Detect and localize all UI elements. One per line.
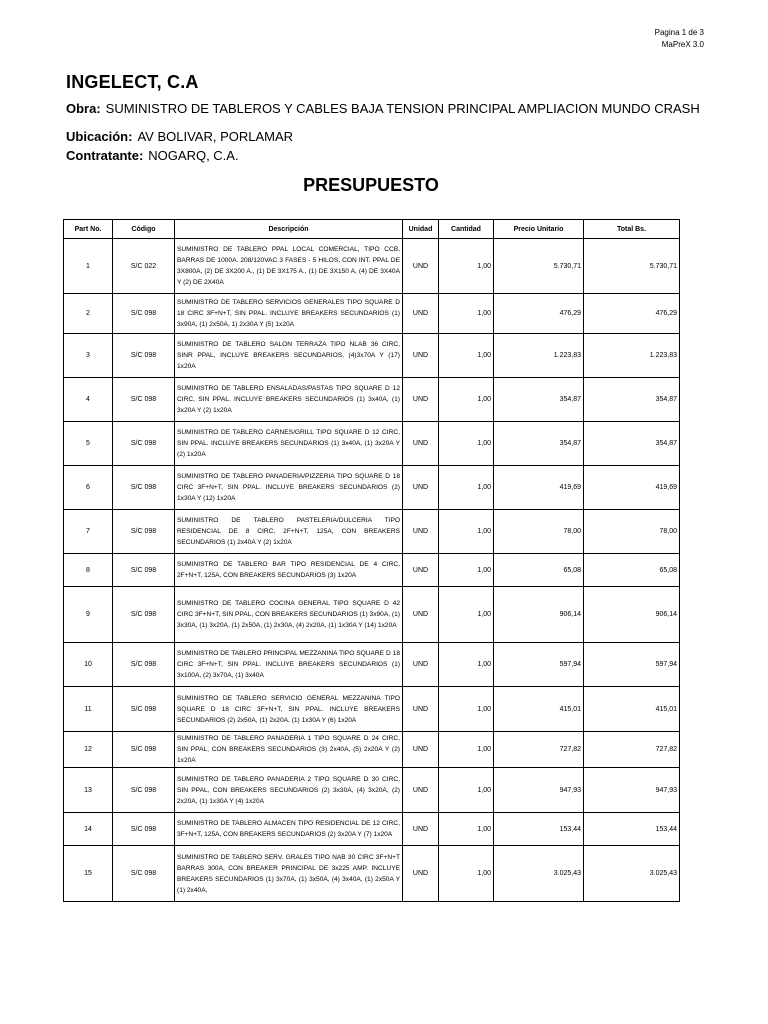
cell-cantidad: 1,00	[439, 378, 494, 422]
cell-precio-unitario: 354,87	[494, 422, 584, 466]
table-row	[64, 846, 680, 902]
cell-part-no: 13	[64, 768, 113, 813]
cell-descripcion: SUMINISTRO DE TABLERO BAR TIPO RESIDENCIAL DE 4 CIRC, 2F+N+T, 125A, CON BREAKERS SECUNDARIOS (3) 1x20A	[175, 554, 403, 587]
cell-total: 65,08	[584, 554, 680, 587]
cell-part-no: 11	[64, 687, 113, 732]
cell-cantidad: 1,00	[439, 554, 494, 587]
cell-codigo: S/C 098	[113, 813, 175, 846]
cell-part-no: 14	[64, 813, 113, 846]
cell-descripcion: SUMINISTRO DE TABLERO SERVICIOS GENERALES TIPO SQUARE D 18 CIRC 3F+N+T, SIN PPAL. INCLUYE BREAKERS SECUNDARIOS (1) 3x90A, (1) 2x50A, 1) 2x30A Y (5) 1x20A	[175, 294, 403, 334]
cell-total: 354,87	[584, 378, 680, 422]
cell-codigo: S/C 022	[113, 239, 175, 294]
cell-total: 3.025,43	[584, 846, 680, 902]
table-row	[64, 378, 680, 422]
ubicacion-label: Ubicación:	[66, 129, 133, 144]
cell-part-no: 6	[64, 466, 113, 510]
cell-descripcion: SUMINISTRO DE TABLERO SERV. GRALES TIPO NAB 30 CIRC 3F+N+T BARRAS 300A, CON BREAKER PRINCIPAL DE 3x225 AMP. INCLUYE BREAKERS SECUNDARIOS (1) 3x70A, (1) 3x50A, (4) 3x40A, (1) 2x50A Y (1) 2x40A,	[175, 846, 403, 902]
cell-codigo: S/C 098	[113, 378, 175, 422]
cell-cantidad: 1,00	[439, 732, 494, 768]
table-header-row	[64, 220, 680, 239]
header-descripcion: Descripción	[175, 220, 403, 239]
cell-codigo: S/C 098	[113, 334, 175, 378]
cell-part-no: 15	[64, 846, 113, 902]
table-row	[64, 732, 680, 768]
cell-part-no: 3	[64, 334, 113, 378]
cell-cantidad: 1,00	[439, 846, 494, 902]
contratante-value: NOGARQ, C.A.	[148, 148, 239, 163]
obra-line	[66, 101, 700, 116]
cell-total: 597,94	[584, 643, 680, 687]
cell-unidad: UND	[403, 768, 439, 813]
cell-unidad: UND	[403, 643, 439, 687]
budget-table	[63, 219, 680, 902]
cell-codigo: S/C 098	[113, 510, 175, 554]
cell-cantidad: 1,00	[439, 813, 494, 846]
cell-total: 415,01	[584, 687, 680, 732]
table-row	[64, 422, 680, 466]
table-row	[64, 554, 680, 587]
cell-precio-unitario: 419,69	[494, 466, 584, 510]
header-codigo: Código	[113, 220, 175, 239]
cell-descripcion: SUMINISTRO DE TABLERO SERVICIO GENERAL MEZZANINA TIPO SQUARE D 18 CIRC 3F+N+T, SIN PPAL. INCLUYE BREAKERS SECUNDARIOS (2) 2x50A, (1) 2x20A, (1) 1x30A Y (6) 1x20A	[175, 687, 403, 732]
cell-total: 354,87	[584, 422, 680, 466]
cell-precio-unitario: 727,82	[494, 732, 584, 768]
cell-precio-unitario: 947,93	[494, 768, 584, 813]
cell-codigo: S/C 098	[113, 294, 175, 334]
cell-precio-unitario: 354,87	[494, 378, 584, 422]
cell-total: 947,93	[584, 768, 680, 813]
cell-precio-unitario: 5.730,71	[494, 239, 584, 294]
cell-precio-unitario: 597,94	[494, 643, 584, 687]
cell-codigo: S/C 098	[113, 687, 175, 732]
cell-unidad: UND	[403, 294, 439, 334]
cell-part-no: 7	[64, 510, 113, 554]
header-total: Total Bs.	[584, 220, 680, 239]
page-meta	[655, 27, 704, 51]
page-title: PRESUPUESTO	[303, 175, 439, 195]
company-name: INGELECT, C.A	[66, 72, 199, 92]
cell-descripcion: SUMINISTRO DE TABLERO CARNES/GRILL TIPO SQUARE D 12 CIRC, SIN PPAL. INCLUYE BREAKERS SECUNDARIOS (1) 3x40A, (1) 3x20A Y (2) 1x20A	[175, 422, 403, 466]
cell-descripcion: SUMINISTRO DE TABLERO ENSALADAS/PASTAS TIPO SQUARE D 12 CIRC, SIN PPAL. INCLUYE BREAKERS SECUNDARIOS (1) 3x40A, (1) 3x20A Y (2) 1x20A	[175, 378, 403, 422]
cell-unidad: UND	[403, 334, 439, 378]
cell-unidad: UND	[403, 687, 439, 732]
cell-cantidad: 1,00	[439, 643, 494, 687]
cell-cantidad: 1,00	[439, 510, 494, 554]
table-row	[64, 643, 680, 687]
table-row	[64, 466, 680, 510]
cell-unidad: UND	[403, 846, 439, 902]
header-unidad: Unidad	[403, 220, 439, 239]
cell-part-no: 10	[64, 643, 113, 687]
cell-descripcion: SUMINISTRO DE TABLERO PANADERIA 2 TIPO SQUARE D 30 CIRC, SIN PPAL, CON BREAKERS SECUNDARIOS (2) 3x30A, (4) 3x20A, (2) 2x20A, (1) 1x30A Y (4) 1x20A	[175, 768, 403, 813]
header-part-no: Part No.	[64, 220, 113, 239]
ubicacion-line	[66, 129, 293, 144]
header-cantidad: Cantidad	[439, 220, 494, 239]
cell-codigo: S/C 098	[113, 768, 175, 813]
cell-unidad: UND	[403, 510, 439, 554]
cell-part-no: 12	[64, 732, 113, 768]
cell-unidad: UND	[403, 813, 439, 846]
table-row	[64, 334, 680, 378]
cell-total: 906,14	[584, 587, 680, 643]
cell-descripcion: SUMINISTRO DE TABLERO PASTELERIA/DULCERIA TIPO RESIDENCIAL DE 8 CIRC, 2F+N+T, 125A, CON BREAKERS SECUNDARIOS (1) 2x40A Y (2) 1x20A	[175, 510, 403, 554]
cell-precio-unitario: 3.025,43	[494, 846, 584, 902]
cell-total: 1.223,83	[584, 334, 680, 378]
cell-unidad: UND	[403, 239, 439, 294]
cell-precio-unitario: 415,01	[494, 687, 584, 732]
cell-precio-unitario: 65,08	[494, 554, 584, 587]
cell-cantidad: 1,00	[439, 334, 494, 378]
cell-codigo: S/C 098	[113, 846, 175, 902]
cell-total: 153,44	[584, 813, 680, 846]
cell-total: 78,00	[584, 510, 680, 554]
cell-part-no: 1	[64, 239, 113, 294]
cell-precio-unitario: 906,14	[494, 587, 584, 643]
cell-codigo: S/C 098	[113, 587, 175, 643]
table-row	[64, 510, 680, 554]
cell-total: 5.730,71	[584, 239, 680, 294]
table-row	[64, 813, 680, 846]
cell-precio-unitario: 476,29	[494, 294, 584, 334]
cell-descripcion: SUMINISTRO DE TABLERO COCINA GENERAL TIPO SQUARE D 42 CIRC 3F+N+T, SIN PPAL, CON BREAKERS SECUNDARIOS (1) 3x90A, (1) 3x30A, (1) 3x20A, (1) 2x50A, (1) 2x30A, (4) 2x20A, (1) 1x30A Y (14) 1x20A	[175, 587, 403, 643]
cell-total: 727,82	[584, 732, 680, 768]
cell-unidad: UND	[403, 422, 439, 466]
cell-cantidad: 1,00	[439, 239, 494, 294]
cell-codigo: S/C 098	[113, 643, 175, 687]
cell-part-no: 2	[64, 294, 113, 334]
cell-precio-unitario: 153,44	[494, 813, 584, 846]
cell-part-no: 9	[64, 587, 113, 643]
cell-codigo: S/C 098	[113, 422, 175, 466]
cell-unidad: UND	[403, 466, 439, 510]
cell-part-no: 8	[64, 554, 113, 587]
cell-descripcion: SUMINISTRO DE TABLERO SALON TERRAZA TIPO NLAB 36 CIRC, SINR PPAL, INCLUYE BREAKERS SECUNDARIOS, (4)3x70A Y (17) 1x20A	[175, 334, 403, 378]
page-number: Pagina 1 de 3	[654, 28, 704, 37]
cell-codigo: S/C 098	[113, 554, 175, 587]
table-row	[64, 687, 680, 732]
cell-unidad: UND	[403, 554, 439, 587]
cell-cantidad: 1,00	[439, 768, 494, 813]
cell-unidad: UND	[403, 378, 439, 422]
cell-total: 419,69	[584, 466, 680, 510]
cell-codigo: S/C 098	[113, 466, 175, 510]
cell-cantidad: 1,00	[439, 687, 494, 732]
cell-descripcion: SUMINISTRO DE TABLERO PRINCIPAL MEZZANINA TIPO SQUARE D 18 CIRC 3F+N+T, SIN PPAL. INCLUYE BREAKERS SECUNDARIOS (1) 3x100A, (2) 3x70A, (1) 3x40A	[175, 643, 403, 687]
cell-precio-unitario: 78,00	[494, 510, 584, 554]
cell-unidad: UND	[403, 732, 439, 768]
obra-value: SUMINISTRO DE TABLEROS Y CABLES BAJA TENSION PRINCIPAL AMPLIACION MUNDO CRASH	[105, 101, 700, 116]
obra-label: Obra:	[66, 101, 101, 116]
table-row	[64, 587, 680, 643]
contratante-label: Contratante:	[66, 148, 144, 163]
cell-part-no: 5	[64, 422, 113, 466]
cell-cantidad: 1,00	[439, 466, 494, 510]
cell-descripcion: SUMINISTRO DE TABLERO PANADERIA/PIZZERIA TIPO SQUARE D 18 CIRC 3F+N+T, SIN PPAL. INCLUYE BREAKERS SECUNDARIOS (2) 1x30A Y (12) 1x20A	[175, 466, 403, 510]
cell-descripcion: SUMINISTRO DE TABLERO ALMACEN TIPO RESIDENCIAL DE 12 CIRC, 3F+N+T, 125A, CON BREAKERS SECUNDARIOS (2) 3x20A Y (7) 1x20A	[175, 813, 403, 846]
cell-descripcion: SUMINISTRO DE TABLERO PANADERIA 1 TIPO SQUARE D 24 CIRC, SIN PPAL, CON BREAKERS SECUNDARIOS (3) 2x40A, (5) 2x20A Y (2) 1x20A	[175, 732, 403, 768]
cell-total: 476,29	[584, 294, 680, 334]
cell-codigo: S/C 098	[113, 732, 175, 768]
cell-cantidad: 1,00	[439, 422, 494, 466]
header-precio-unitario: Precio Unitario	[494, 220, 584, 239]
cell-part-no: 4	[64, 378, 113, 422]
contratante-line	[66, 148, 239, 163]
cell-descripcion: SUMINISTRO DE TABLERO PPAL LOCAL COMERCIAL, TIPO CCB, BARRAS DE 1000A. 208/120VAC 3 FASES - 5 HILOS, CON INT. PPAL DE 3X800A, (2) DE 3X200 A., (1) DE 3X175 A., (1) DE 3X150 A, (4) DE 3X40A Y (2) DE 2X40A	[175, 239, 403, 294]
table-row	[64, 768, 680, 813]
table-row	[64, 239, 680, 294]
cell-cantidad: 1,00	[439, 294, 494, 334]
table-row	[64, 294, 680, 334]
cell-precio-unitario: 1.223,83	[494, 334, 584, 378]
software-version: MaPreX 3.0	[661, 40, 704, 49]
ubicacion-value: AV BOLIVAR, PORLAMAR	[137, 129, 294, 144]
cell-unidad: UND	[403, 587, 439, 643]
cell-cantidad: 1,00	[439, 587, 494, 643]
